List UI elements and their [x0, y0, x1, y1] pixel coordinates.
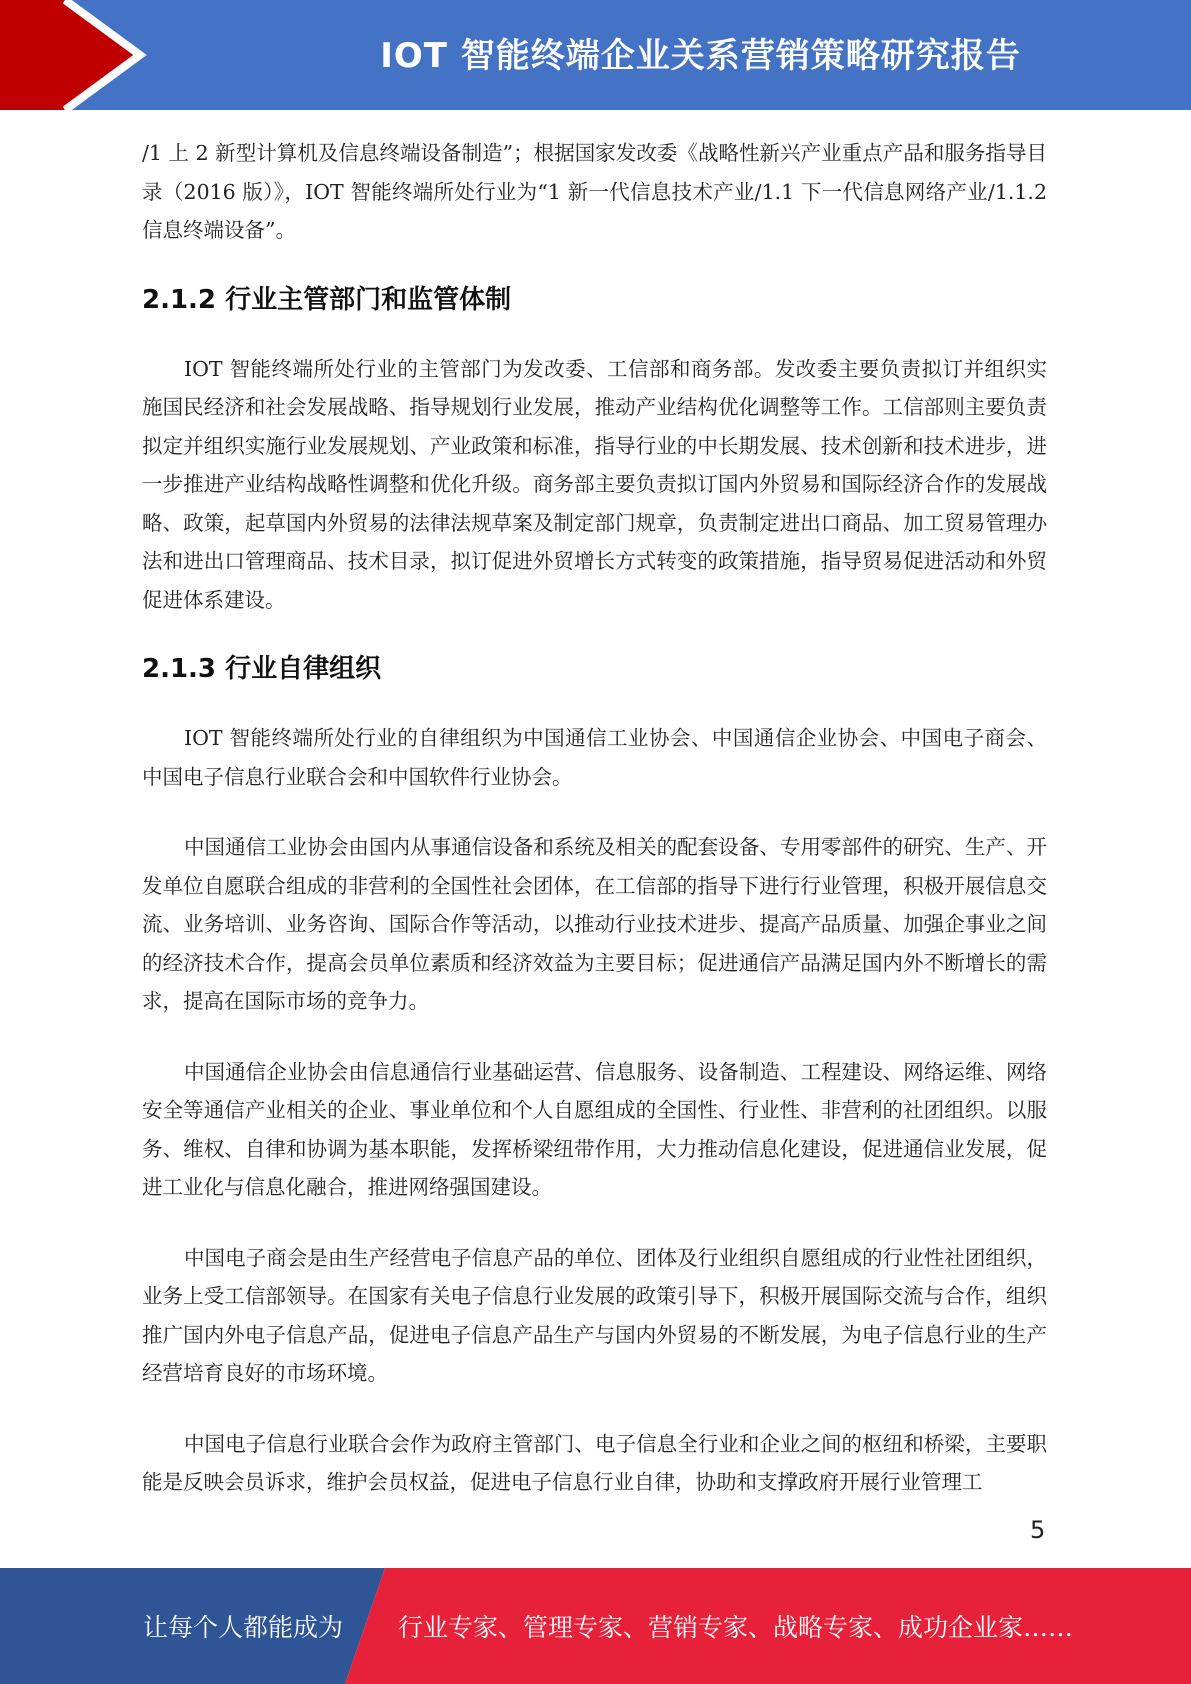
paragraph-regulators: IOT 智能终端所处行业的主管部门为发改委、工信部和商务部。发改委主要负责拟订并组织实施国民经济和社会发展战略、指导规划行业发展，推动产业结构优化调整等工作。工信部则主要负责拟定并组织实施行业发展规划、产业政策和标准，指导行业的中长期发展、技术创新和技术进步，进一步推进产业结构战略性调整和优化升级。商务部主要负责拟订国内外贸易和国际经济合作的发展战略、政策，起草国内外贸易的法律法规草案及制定部门规章，负责制定进出口商品、加工贸易管理办法和进出口管理商品、技术目录，拟订促进外贸增长方式转变的政策措施，指导贸易促进活动和外贸促进体系建设。 [142, 356, 1047, 612]
section-heading-2-1-3: 2.1.3 行业自律组织 [142, 654, 382, 684]
footer-slogan-right: 行业专家、管理专家、营销专家、战略专家、成功企业家…… [398, 1613, 1074, 1642]
intro-paragraph: /1 上 2 新型计算机及信息终端设备制造”；根据国家发改委《战略性新兴产业重点产品和服务指导目录（2016 版）》，IOT 智能终端所处行业为“1 新一代信息技术产业/1.1 下一代信息网络产业/1.1.2 信息终端设备”。 [142, 141, 1047, 242]
document-body [142, 134, 1047, 1502]
page-header [0, 0, 1191, 110]
paragraph-self-regulatory-orgs: IOT 智能终端所处行业的自律组织为中国通信工业协会、中国通信企业协会、中国电子商会、中国电子信息行业联合会和中国软件行业协会。 [142, 726, 1047, 789]
paragraph-china-electronics-federation: 中国电子信息行业联合会作为政府主管部门、电子信息全行业和企业之间的枢纽和桥梁，主要职能是反映会员诉求，维护会员权益，促进电子信息行业自律，协助和支撑政府开展行业管理工 [142, 1431, 1047, 1494]
paragraph-china-comm-industry-assoc: 中国通信工业协会由国内从事通信设备和系统及相关的配套设备、专用零部件的研究、生产、开发单位自愿联合组成的非营利的全国性社会团体，在工信部的指导下进行行业管理，积极开展信息交流、业务培训、业务咨询、国际合作等活动，以推动行业技术进步、提高产品质量、加强企事业之间的经济技术合作，提高会员单位素质和经济效益为主要目标；促进通信产品满足国内外不断增长的需求，提高在国际市场的竞争力。 [142, 835, 1047, 1013]
report-title: IOT 智能终端企业关系营销策略研究报告 [380, 35, 1021, 76]
footer-slogan-left: 让每个人都能成为 [143, 1613, 344, 1642]
page-number: 5 [1030, 1516, 1046, 1544]
section-heading-2-1-2: 2.1.2 行业主管部门和监管体制 [142, 284, 512, 315]
paragraph-china-comm-enterprise-assoc: 中国通信企业协会由信息通信行业基础运营、信息服务、设备制造、工程建设、网络运维、网络安全等通信产业相关的企业、事业单位和个人自愿组成的全国性、行业性、非营利的社团组织。以服务、维权、自律和协调为基本职能，发挥桥梁纽带作用，大力推动信息化建设，促进通信业发展，促进工业化与信息化融合，推进网络强国建设。 [142, 1059, 1047, 1199]
page-footer [0, 1568, 1191, 1684]
header-arrow-decoration [0, 0, 170, 110]
paragraph-china-electronics-chamber: 中国电子商会是由生产经营电子信息产品的单位、团体及行业组织自愿组成的行业性社团组织，业务上受工信部领导。在国家有关电子信息行业发展的政策引导下，积极开展国际交流与合作，组织推广国内外电子信息产品，促进电子信息产品生产与国内外贸易的不断发展，为电子信息行业的生产经营培育良好的市场环境。 [142, 1245, 1047, 1385]
